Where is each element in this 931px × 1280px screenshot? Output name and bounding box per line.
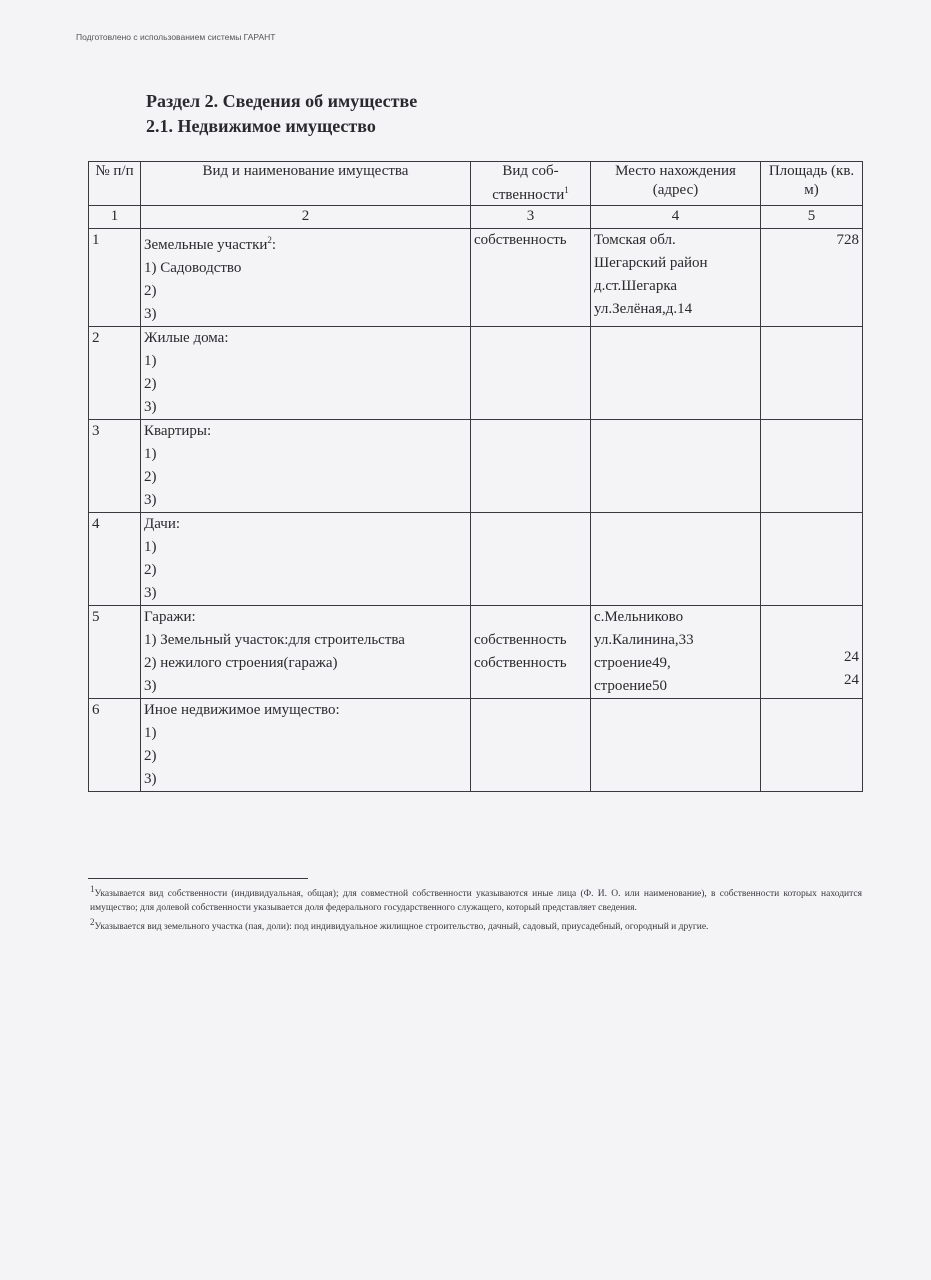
property-cell — [141, 229, 471, 327]
table-row — [89, 513, 863, 606]
area-cell — [761, 327, 863, 420]
address-line: строение50 — [594, 678, 667, 694]
footnotes — [90, 882, 862, 934]
property-item: 1) — [144, 539, 157, 555]
property-cell — [141, 327, 471, 420]
property-item: 1) Садоводство — [144, 260, 242, 276]
footnote-2: $^2$Указывается вид земельного участка (пая, доли): под индивидуальное жилищное строительство, дачный, садовый, приусадебный, огородный и другие. — [90, 917, 709, 933]
column-numbers-row — [89, 206, 863, 229]
column-number: 5 — [761, 206, 863, 229]
property-title: Жилые дома: — [144, 330, 229, 346]
ownership-cell: собственность — [471, 229, 591, 327]
area-cell — [761, 513, 863, 606]
property-item: 3) — [144, 585, 157, 601]
property-item: 2) — [144, 562, 157, 578]
address-line: с.Мельниково — [594, 609, 684, 625]
property-title: Земельные участки$^2$: — [144, 235, 277, 253]
area-cell — [761, 699, 863, 792]
ownership-cell — [471, 420, 591, 513]
column-number: 3 — [471, 206, 591, 229]
property-table — [88, 161, 863, 792]
property-title: Квартиры: — [144, 423, 212, 439]
column-number: 4 — [591, 206, 761, 229]
property-title: Иное недвижимое имущество: — [144, 702, 340, 718]
location-cell — [591, 327, 761, 420]
property-cell — [141, 699, 471, 792]
section-subtitle: 2.1. Недвижимое имущество — [146, 116, 376, 136]
row-number: 2 — [89, 327, 141, 420]
table-row — [89, 606, 863, 699]
property-item: 1) — [144, 446, 157, 462]
footnote-1: $^1$Указывается вид собственности (индивидуальная, общая); для совместной собственности указываются иные лица (Ф. И. О. или наименование), в собственности которых находится имущество; для долевой собственности указывается доля федерального государственного служащего, который представляет сведения. — [90, 884, 862, 914]
footnote-divider — [88, 878, 308, 879]
table-row — [89, 327, 863, 420]
area-value: 24 — [844, 672, 859, 688]
property-cell — [141, 420, 471, 513]
property-cell — [141, 513, 471, 606]
property-cell — [141, 606, 471, 699]
property-item: 2) — [144, 283, 157, 299]
address-line: строение49, — [594, 655, 671, 671]
property-item: 2) — [144, 469, 157, 485]
area-cell — [761, 606, 863, 699]
header-property-kind: Вид и наименование имущества — [141, 162, 471, 206]
location-cell — [591, 229, 761, 327]
property-title: Дачи: — [144, 516, 181, 532]
property-item: 2) — [144, 748, 157, 764]
section-heading — [146, 89, 417, 139]
address-line: ул.Калинина,33 — [594, 632, 694, 648]
table-row — [89, 699, 863, 792]
location-cell — [591, 513, 761, 606]
ownership-value: собственность — [474, 632, 567, 648]
property-item: 2) — [144, 376, 157, 392]
property-item: 1) — [144, 353, 157, 369]
property-item: 1) Земельный участок:для строительства — [144, 632, 405, 648]
address-line: д.ст.Шегарка — [594, 278, 678, 294]
property-title: Гаражи: — [144, 609, 196, 625]
header-ownership: Вид соб-ственности$^1$ — [471, 162, 591, 206]
table-header-row — [89, 162, 863, 206]
property-item: 3) — [144, 399, 157, 415]
address-line: Томская обл. — [594, 232, 676, 248]
property-item: 3) — [144, 771, 157, 787]
location-cell — [591, 420, 761, 513]
column-number: 2 — [141, 206, 471, 229]
location-cell — [591, 699, 761, 792]
row-number: 4 — [89, 513, 141, 606]
header-area: Площадь (кв. м) — [761, 162, 863, 206]
property-item: 3) — [144, 492, 157, 508]
header-number: № п/п — [89, 162, 141, 206]
ownership-cell — [471, 699, 591, 792]
ownership-cell — [471, 327, 591, 420]
column-number: 1 — [89, 206, 141, 229]
ownership-cell — [471, 606, 591, 699]
property-item: 2) нежилого строения(гаража) — [144, 655, 338, 671]
table-row — [89, 420, 863, 513]
location-cell — [591, 606, 761, 699]
header-location: Место нахождения (адрес) — [591, 162, 761, 206]
row-number: 6 — [89, 699, 141, 792]
header-note: Подготовлено с использованием системы ГАРАНТ — [76, 32, 276, 42]
row-number: 3 — [89, 420, 141, 513]
address-line: ул.Зелёная,д.14 — [594, 301, 693, 317]
section-title: Раздел 2. Сведения об имуществе — [146, 91, 418, 111]
property-item: 3) — [144, 678, 157, 694]
ownership-cell — [471, 513, 591, 606]
row-number: 5 — [89, 606, 141, 699]
ownership-value: собственность — [474, 655, 567, 671]
area-cell: 728 — [761, 229, 863, 327]
property-item: 1) — [144, 725, 157, 741]
table-row — [89, 229, 863, 327]
property-item: 3) — [144, 306, 157, 322]
row-number: 1 — [89, 229, 141, 327]
area-value: 24 — [844, 649, 859, 665]
area-cell — [761, 420, 863, 513]
address-line: Шегарский район — [594, 255, 708, 271]
